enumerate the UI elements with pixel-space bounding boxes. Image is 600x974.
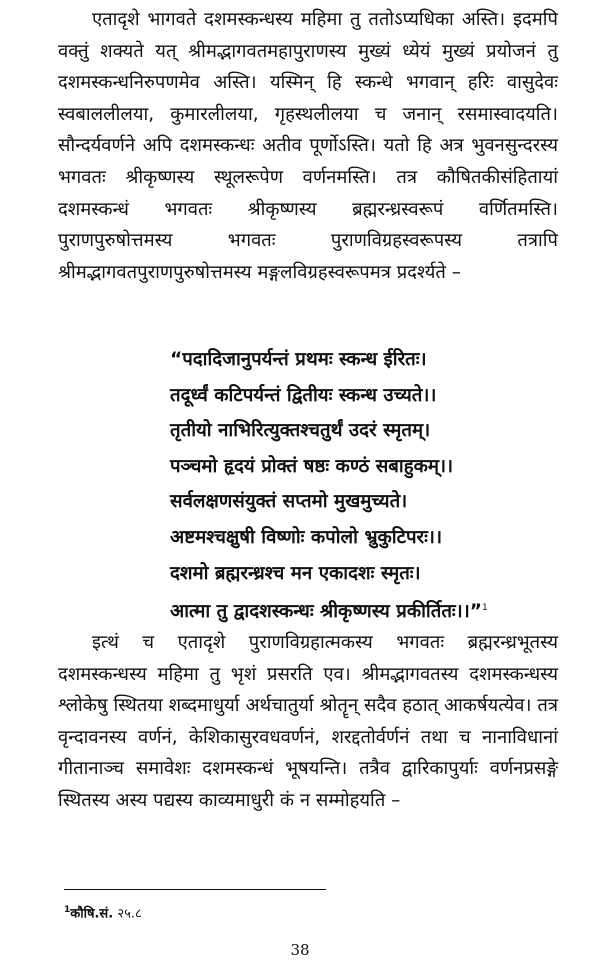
footnote	[64, 901, 142, 923]
footnote-reference-number: २५.८	[117, 906, 142, 922]
footnote-reference[interactable]: 1	[482, 603, 488, 614]
verse-line-2: तदूर्ध्वं कटिपर्यन्तं द्वितीयः स्कन्ध उच्यते।।	[170, 384, 437, 406]
verse-line-8-text: आत्मा तु द्वादशस्कन्धः श्रीकृष्णस्य प्रकीर्तितः।।”	[170, 601, 482, 623]
verse-line-6: अष्टमश्चक्षुषी विष्णोः कपोलो भ्रुकुटिपरः।।	[170, 526, 442, 548]
verse-line-1: “पदादिजानुपर्यन्तं प्रथमः स्कन्ध ईरितः।	[170, 349, 427, 370]
footnote-marker: 1	[64, 905, 71, 915]
page-number: 38	[290, 941, 310, 959]
verse-line-5: सर्वलक्षणसंयुक्तं सप्तमो मुखमुच्यते।	[170, 491, 408, 513]
verse-line-8	[170, 591, 570, 630]
verse-line-4: पञ्चमो हृदयं प्रोक्तं षष्ठः कण्ठं सबाहुकम्।।	[170, 455, 454, 477]
footnote-source: कौषि.सं.	[70, 906, 114, 922]
paragraph-2: इत्थं च एतादृशे पुराणविग्रहात्मकस्य भगवतः ब्रह्मरन्ध्रभूतस्य दशमस्कन्धस्य महिमा तु भृशं प्रसरति एव। श्रीमद्भागवतस्य दशमस्कन्धस्य श्लोकेषु स्थितया शब्दमाधुर्या अर्थचातुर्या श्रोतॄन् सदैव हठात् आकर्षयत्येव। तत्र वृन्दावनस्य वर्णनं, केशिकासुरवधवर्णनं, शरद्दतोर्वर्णनं तथा च नानाविधानां गीतानाञ्च समावेशः दशमस्कन्धं भूषयन्ति। तत्रैव द्वारिकापुर्याः वर्णनप्रसङ्गे स्थितस्य अस्य पद्यस्य काव्यमाधुरी कं न सम्मोहयति –	[58, 632, 558, 811]
verse-line-3: तृतीयो नाभिरित्युक्तश्चतुर्थं उदरं स्मृतम्।	[170, 420, 431, 442]
footnote-separator	[64, 889, 326, 890]
paragraph-1: एतादृशे भागवते दशमस्कन्धस्य महिमा तु ततोऽप्यधिका अस्ति। इदमपि वक्तुं शक्यते यत् श्रीमद्भागवतमहापुराणस्य मुख्यं ध्येयं मुख्यं प्रयोजनं तु दशमस्कन्धनिरुपणमेव अस्ति। यस्मिन् हि स्कन्धे भगवान् हरिः वासुदेवः स्वबाललीलया, कुमारलीलया, गृहस्थलीलया च जनान् रसमास्वादयति। सौन्दर्यवर्णने अपि दशमस्कन्धः अतीव पूर्णोऽस्ति। यतो हि अत्र भुवनसुन्दरस्य भगवतः श्रीकृष्णस्य स्थूलरूपेण वर्णनमस्ति। तत्र कौषितकीसंहितायां दशमस्कन्धं भगवतः श्रीकृष्णस्य ब्रह्मरन्ध्रस्वरूपं वर्णितमस्ति। पुराणपुरुषोत्तमस्य भगवतः पुराणविग्रहस्वरूपस्य तत्रापि श्रीमद्भागवतपुराणपुरुषोत्तमस्य मङ्गलविग्रहस्वरूपमत्र प्रदर्श्यते –	[58, 9, 558, 283]
verse-block	[170, 342, 570, 630]
verse-line-7: दशमो ब्रह्मरन्ध्रश्च मन एकादशः स्मृतः।	[170, 562, 421, 584]
